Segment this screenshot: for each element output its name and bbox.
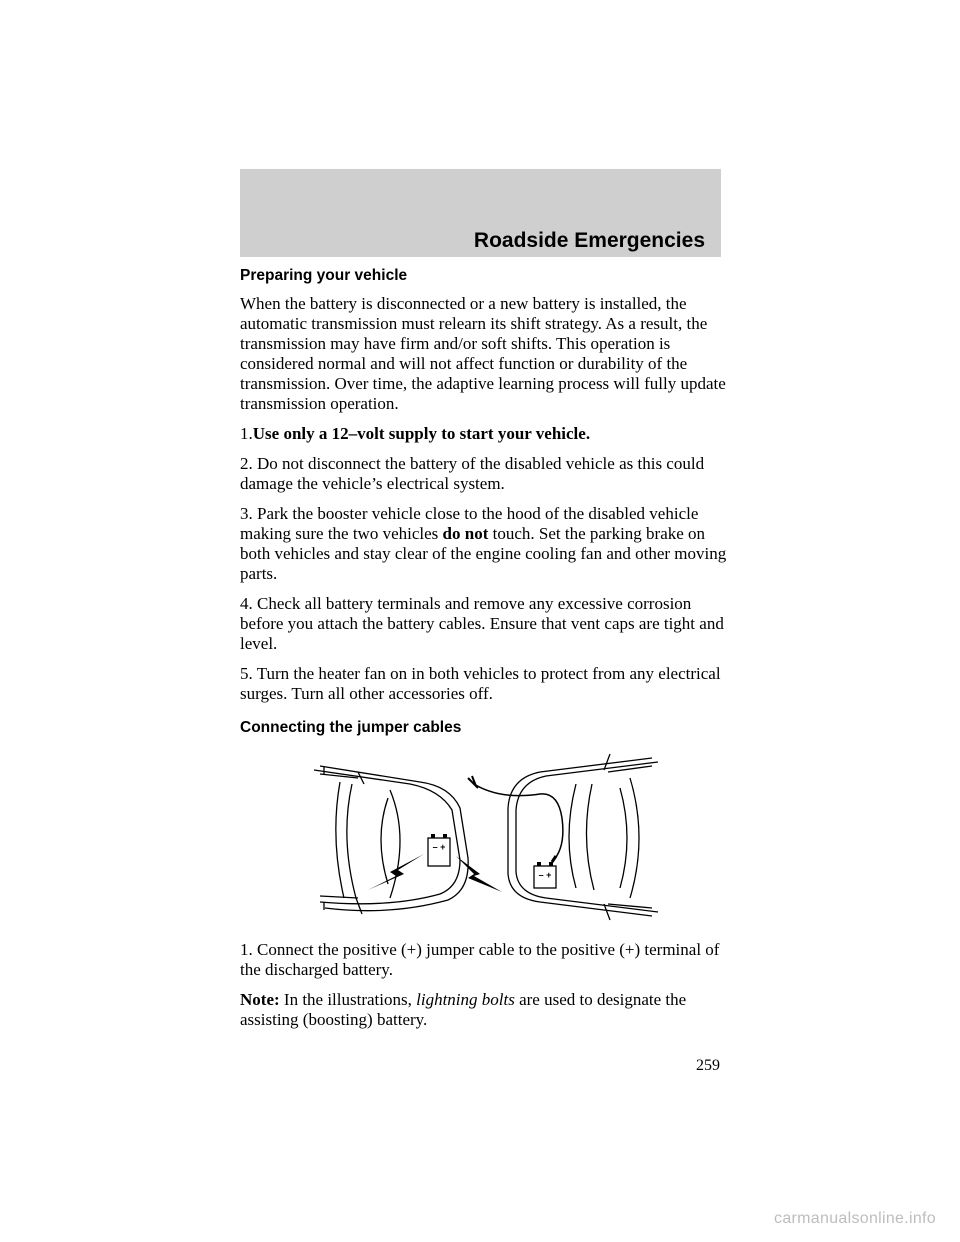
step-2: 2. Do not disconnect the battery of the disabled vehicle as this could damage the vehicle’s electrical system.: [240, 454, 705, 493]
watermark: carmanualsonline.info: [774, 1210, 936, 1227]
header-band: [240, 169, 721, 257]
jumper-cable: [474, 784, 563, 862]
page-content: [240, 266, 730, 1040]
battery-right-terminals: – +: [538, 870, 552, 880]
heading-preparing-vehicle: Preparing your vehicle: [240, 267, 408, 284]
jumper-cable-illustration: [240, 748, 730, 928]
note: Note: In the illustrations, lightning bolts are used to designate the assisting (boosting) battery.: [240, 990, 687, 1029]
heading-connecting-cables: Connecting the jumper cables: [240, 719, 462, 736]
step-5: 5. Turn the heater fan on in both vehicles to protect from any electrical surges. Turn all other accessories off.: [240, 664, 721, 703]
section-title: Roadside Emergencies: [473, 229, 705, 252]
step-4: 4. Check all battery terminals and remove any excessive corrosion before you attach the battery cables. Ensure that vent caps are tight and level.: [240, 594, 724, 653]
booster-car-icon: [508, 754, 658, 920]
step-1: 1.Use only a 12–volt supply to start your vehicle.: [240, 424, 591, 443]
intro-paragraph: When the battery is disconnected or a new battery is installed, the automatic transmission must relearn its shift strategy. As a result, the transmission may have firm and/or soft shifts. This operation is considered normal and will not affect function or durability of the transmission. Over time, the adaptive learning process will fully update transmission operation.: [240, 294, 726, 413]
page-number: 259: [696, 1057, 720, 1074]
battery-left-terminals: – +: [432, 842, 446, 852]
connect-step-1: 1. Connect the positive (+) jumper cable to the positive (+) terminal of the discharged battery.: [240, 940, 720, 979]
lightning-bolt-left-icon: [368, 854, 424, 890]
step-3: 3. Park the booster vehicle close to the hood of the disabled vehicle making sure the two vehicles do not touch. Set the parking brake on both vehicles and stay clear of the engine cooling fan and other moving parts.: [240, 504, 727, 583]
